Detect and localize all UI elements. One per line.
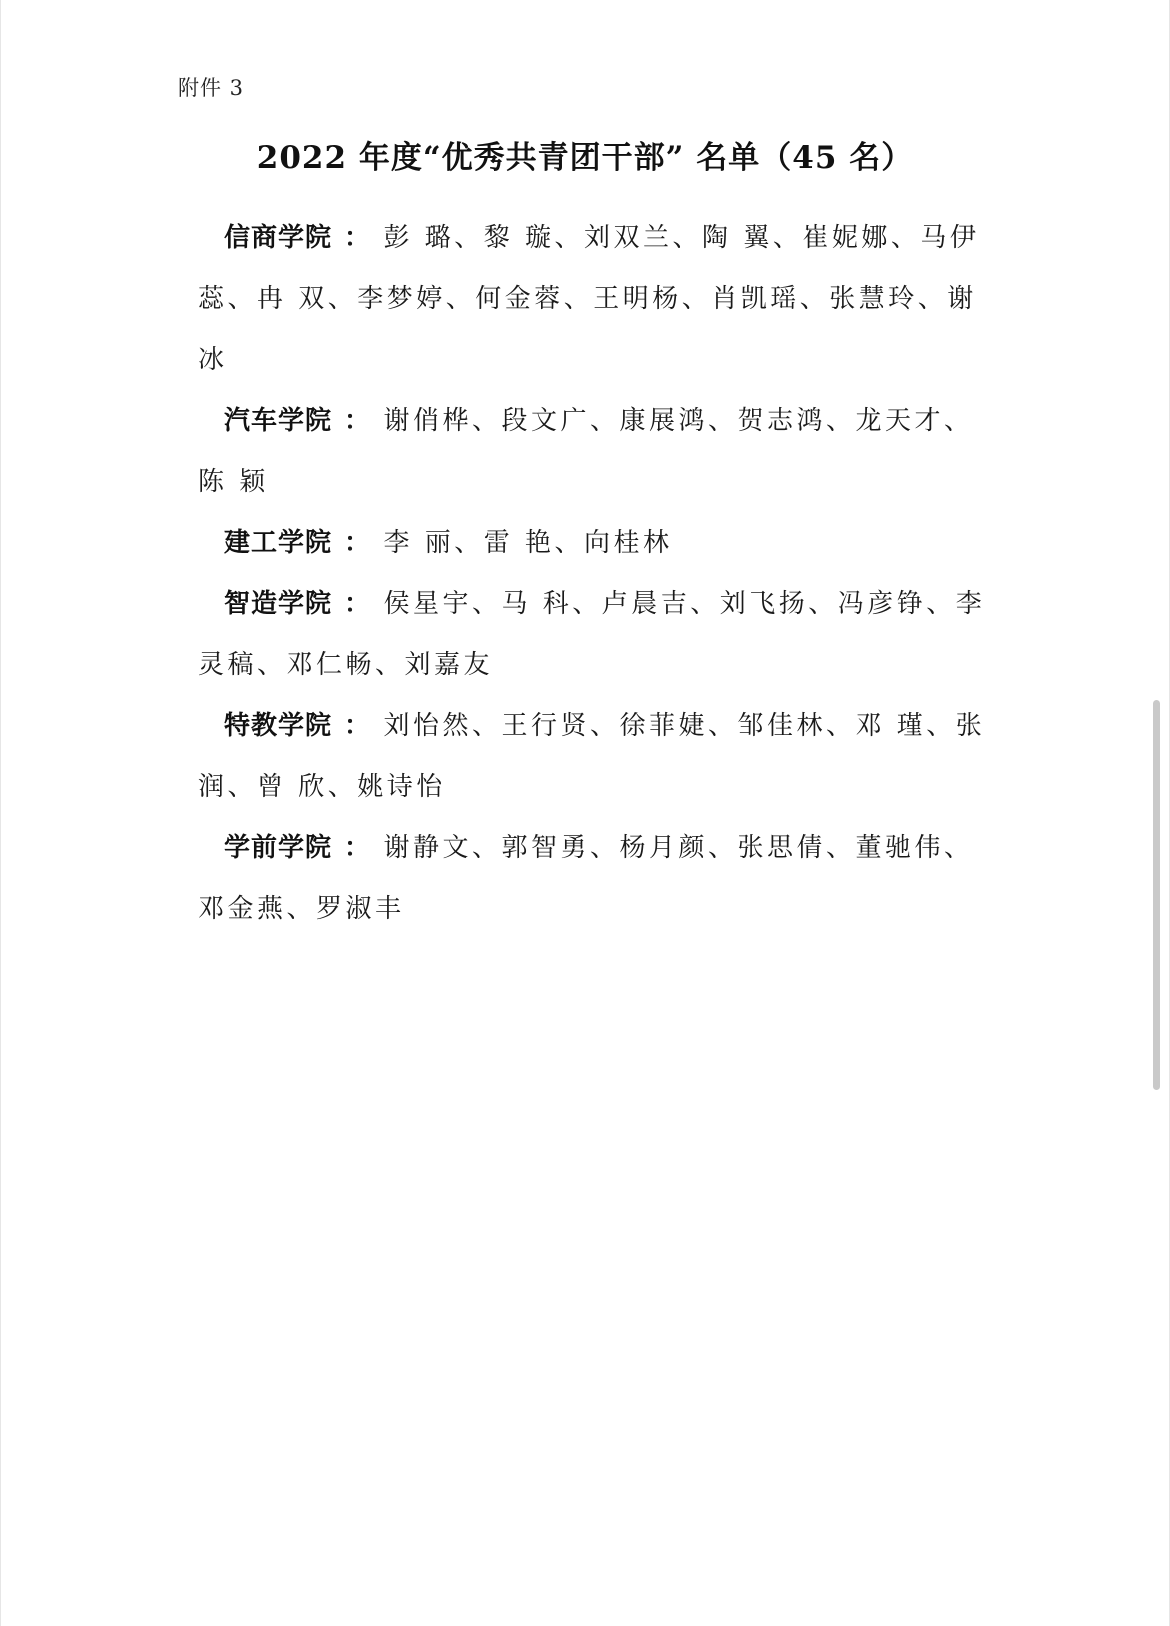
scrollbar-thumb[interactable] bbox=[1153, 700, 1160, 1090]
colon-separator: ： bbox=[344, 223, 374, 253]
college-entry bbox=[198, 696, 998, 818]
colon-separator: ： bbox=[344, 528, 374, 558]
attachment-label: 附件 3 bbox=[178, 76, 245, 100]
colon-separator: ： bbox=[344, 711, 374, 741]
college-name: 信商学院 bbox=[224, 223, 333, 253]
college-entry bbox=[198, 818, 998, 940]
honoree-names: 刘怡然、王行贤、徐菲婕、邹佳林、邓 瑾、张 润、曾 欣、姚诗怡 bbox=[198, 711, 986, 802]
college-name: 汽车学院 bbox=[224, 406, 333, 436]
college-entry bbox=[198, 208, 998, 391]
honoree-names: 彭 璐、黎 璇、刘双兰、陶 翼、崔妮娜、马伊蕊、冉 双、李梦婷、何金蓉、王明杨、肖凯瑶、张慧玲、谢 冰 bbox=[198, 223, 980, 375]
honoree-names: 谢俏桦、段文广、康展鸿、贺志鸿、龙天才、陈 颖 bbox=[198, 406, 974, 497]
college-name: 特教学院 bbox=[224, 711, 333, 741]
colon-separator: ： bbox=[344, 589, 374, 619]
college-entry bbox=[198, 574, 998, 696]
honoree-names: 谢静文、郭智勇、杨月颜、张思倩、董驰伟、邓金燕、罗淑丰 bbox=[198, 833, 974, 924]
colon-separator: ： bbox=[344, 833, 374, 863]
colon-separator: ： bbox=[344, 406, 374, 436]
honoree-list bbox=[198, 208, 998, 940]
college-name: 智造学院 bbox=[224, 589, 333, 619]
college-entry bbox=[198, 513, 998, 574]
page-left-edge bbox=[0, 0, 1, 1626]
college-entry bbox=[198, 391, 998, 513]
honoree-names: 侯星宇、马 科、卢晨吉、刘飞扬、冯彦铮、李灵稿、邓仁畅、刘嘉友 bbox=[198, 589, 986, 680]
document-title: 2022 年度“优秀共青团干部” 名单（45 名） bbox=[256, 140, 914, 176]
college-name: 建工学院 bbox=[224, 528, 333, 558]
honoree-names: 李 丽、雷 艳、向桂林 bbox=[383, 528, 673, 558]
college-name: 学前学院 bbox=[224, 833, 333, 863]
